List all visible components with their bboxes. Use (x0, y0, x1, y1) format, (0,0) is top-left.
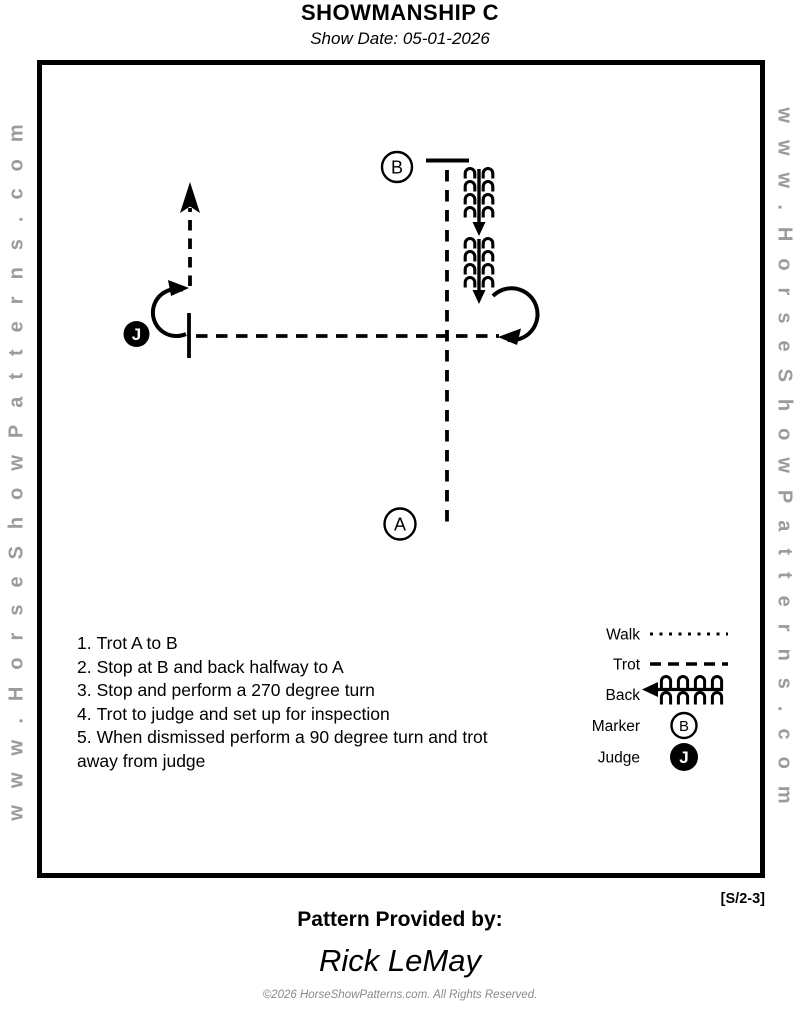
legend-back-arrowhead (642, 682, 658, 697)
instruction-number: 4. (77, 703, 92, 724)
legend-walk-label: Walk (606, 626, 640, 644)
marker-a-letter: A (393, 514, 407, 535)
legend-judge-label: Judge (597, 749, 640, 767)
legend-back-symbol (642, 677, 723, 705)
turn-270-arrowhead (498, 329, 521, 346)
back-arrowhead-2 (473, 290, 486, 304)
instruction-text: Stop and perform a 270 degree turn (96, 680, 375, 700)
page-title: SHOWMANSHIP C (301, 0, 499, 25)
instruction-item-4 (77, 703, 522, 727)
instruction-text: Trot to judge and set up for inspection (96, 703, 390, 724)
legend-marker-label: Marker (591, 718, 640, 735)
instruction-number: 1. (77, 633, 92, 653)
copyright-notice: ©2026 HorseShowPatterns.com. All Rights Reserved. (262, 989, 538, 1001)
provided-by-label: Pattern Provided by: (297, 908, 503, 931)
legend-judge-letter: J (679, 748, 689, 767)
legend-trot-label: Trot (613, 656, 640, 674)
instruction-item-1 (77, 632, 522, 656)
pattern-course (124, 152, 538, 540)
instruction-text: Stop at B and back halfway to A (96, 656, 344, 677)
watermark-right: www.HorseShowPatterns.com (773, 107, 796, 821)
instruction-text: When dismissed perform a 90 degree turn and trot away from judge (77, 727, 488, 771)
provider-name: Rick LeMay (319, 943, 481, 978)
turn-90-arc (153, 289, 186, 336)
instructions-list (77, 632, 522, 773)
back-symbol-group-1 (465, 169, 493, 237)
turn-90-arrowhead (168, 280, 189, 296)
instruction-item-3 (77, 679, 522, 703)
instruction-item-5 (77, 726, 522, 773)
pattern-frame (37, 60, 765, 878)
instruction-item-2 (77, 656, 522, 680)
legend-marker-letter: B (678, 718, 690, 735)
judge-letter: J (131, 325, 142, 344)
legend-back-label: Back (605, 687, 640, 704)
instruction-number: 5. (77, 727, 92, 747)
back-arrowhead-1 (473, 222, 486, 236)
instruction-number: 3. (77, 680, 92, 700)
watermark-left: www.HorseShowPatterns.com (5, 107, 28, 821)
instruction-text: Trot A to B (96, 633, 178, 653)
legend (592, 627, 728, 772)
show-date: Show Date: 05-01-2026 (310, 29, 490, 48)
marker-b-letter: B (390, 157, 404, 178)
pattern-code: [S/2-3] (720, 891, 765, 907)
instruction-number: 2. (77, 656, 92, 677)
back-symbol-group-2 (465, 239, 493, 305)
